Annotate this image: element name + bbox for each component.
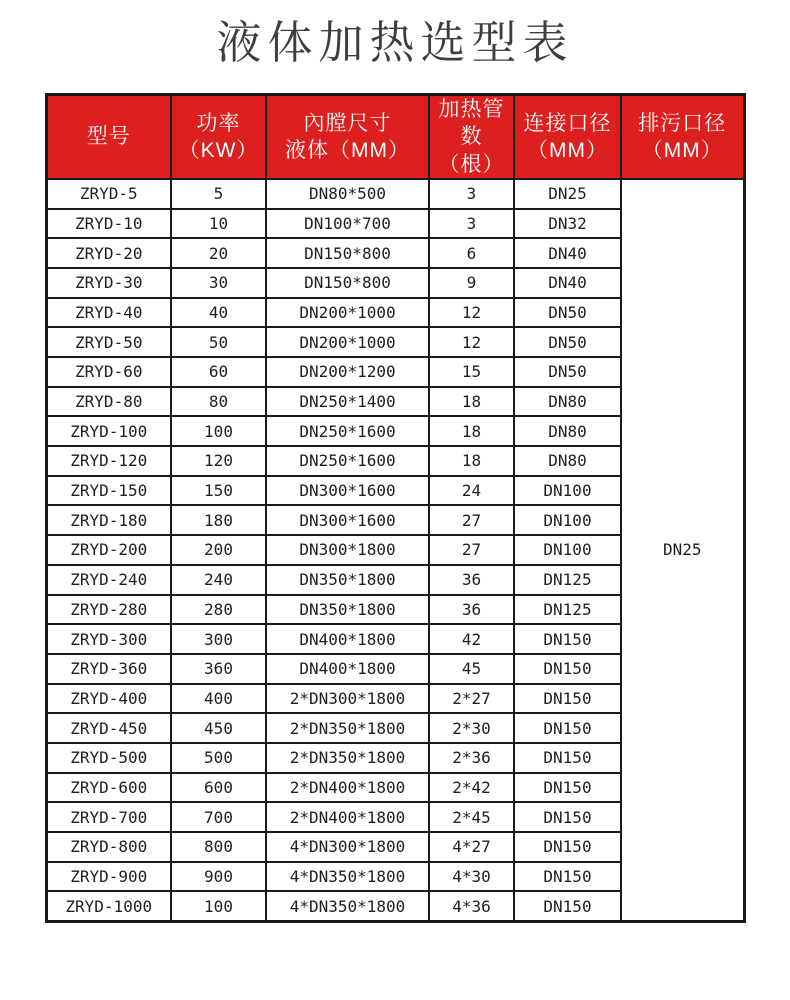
table-cell-conn: DN150: [514, 624, 621, 654]
table-cell-size: DN300*1800: [266, 535, 429, 565]
table-cell-conn: DN125: [514, 565, 621, 595]
table-cell-model: ZRYD-1000: [46, 891, 171, 921]
drain-merged-cell: DN25: [621, 179, 744, 922]
table-row: [46, 179, 744, 209]
table-cell-size: DN200*1000: [266, 298, 429, 328]
table-cell-power: 360: [171, 654, 266, 684]
column-header-model: [46, 95, 171, 179]
table-cell-power: 300: [171, 624, 266, 654]
table-cell-conn: DN150: [514, 743, 621, 773]
table-cell-model: ZRYD-600: [46, 773, 171, 803]
table-cell-tubes: 4*30: [429, 862, 514, 892]
table-cell-model: ZRYD-60: [46, 357, 171, 387]
table-cell-size: DN350*1800: [266, 595, 429, 625]
table-cell-power: 700: [171, 802, 266, 832]
table-cell-power: 800: [171, 832, 266, 862]
table-cell-model: ZRYD-80: [46, 387, 171, 417]
table-cell-power: 900: [171, 862, 266, 892]
table-cell-size: 2*DN350*1800: [266, 713, 429, 743]
table-cell-tubes: 2*45: [429, 802, 514, 832]
column-header-drain-diameter: 排污口径 （MM）: [621, 95, 744, 179]
table-cell-conn: DN125: [514, 595, 621, 625]
column-header-connection-diameter: 连接口径 （MM）: [514, 95, 621, 179]
table-cell-model: ZRYD-400: [46, 684, 171, 714]
table-cell-tubes: 36: [429, 565, 514, 595]
column-header-tube-count: 加热管数 （根）: [429, 95, 514, 179]
table-cell-tubes: 27: [429, 505, 514, 535]
table-cell-conn: DN50: [514, 298, 621, 328]
table-cell-conn: DN150: [514, 654, 621, 684]
table-cell-model: ZRYD-360: [46, 654, 171, 684]
table-cell-size: DN150*800: [266, 238, 429, 268]
table-cell-tubes: 3: [429, 179, 514, 209]
table-cell-model: ZRYD-150: [46, 476, 171, 506]
table-cell-size: DN150*800: [266, 268, 429, 298]
table-cell-power: 400: [171, 684, 266, 714]
column-header-label: 功率: [196, 111, 241, 135]
table-cell-tubes: 6: [429, 238, 514, 268]
table-cell-tubes: 3: [429, 209, 514, 239]
table-cell-power: 280: [171, 595, 266, 625]
table-cell-tubes: 15: [429, 357, 514, 387]
table-body: [46, 179, 744, 922]
column-header-label: 排污口径: [638, 111, 727, 135]
table-cell-tubes: 4*27: [429, 832, 514, 862]
table-cell-model: ZRYD-800: [46, 832, 171, 862]
table-cell-tubes: 18: [429, 446, 514, 476]
table-cell-tubes: 2*36: [429, 743, 514, 773]
column-header-chamber-size: 內膛尺寸 液体（MM）: [266, 95, 429, 179]
table-cell-tubes: 2*42: [429, 773, 514, 803]
table-cell-conn: DN32: [514, 209, 621, 239]
table-cell-model: ZRYD-500: [46, 743, 171, 773]
table-cell-size: DN100*700: [266, 209, 429, 239]
table-cell-size: 2*DN400*1800: [266, 802, 429, 832]
table-cell-power: 450: [171, 713, 266, 743]
table-cell-conn: DN50: [514, 357, 621, 387]
table-cell-conn: DN80: [514, 416, 621, 446]
table-cell-tubes: 18: [429, 416, 514, 446]
table-cell-power: 180: [171, 505, 266, 535]
table-cell-model: ZRYD-180: [46, 505, 171, 535]
table-cell-power: 20: [171, 238, 266, 268]
table-cell-power: 120: [171, 446, 266, 476]
table-cell-power: 500: [171, 743, 266, 773]
table-cell-size: 2*DN400*1800: [266, 773, 429, 803]
table-cell-power: 80: [171, 387, 266, 417]
table-cell-size: 4*DN350*1800: [266, 862, 429, 892]
table-cell-conn: DN150: [514, 684, 621, 714]
table-cell-tubes: 9: [429, 268, 514, 298]
table-header: [46, 95, 744, 179]
table-cell-conn: DN150: [514, 713, 621, 743]
table-cell-tubes: 24: [429, 476, 514, 506]
table-cell-conn: DN150: [514, 802, 621, 832]
table-cell-size: DN400*1800: [266, 624, 429, 654]
table-cell-power: 5: [171, 179, 266, 209]
table-cell-tubes: 4*36: [429, 891, 514, 921]
table-cell-size: DN200*1000: [266, 327, 429, 357]
table-cell-size: DN350*1800: [266, 565, 429, 595]
table-cell-size: DN300*1600: [266, 476, 429, 506]
table-cell-tubes: 45: [429, 654, 514, 684]
table-cell-model: ZRYD-900: [46, 862, 171, 892]
table-cell-conn: DN80: [514, 387, 621, 417]
table-cell-tubes: 12: [429, 298, 514, 328]
table-cell-model: ZRYD-280: [46, 595, 171, 625]
table-cell-conn: DN150: [514, 891, 621, 921]
table-cell-conn: DN100: [514, 505, 621, 535]
header-row: [46, 95, 744, 179]
table-cell-model: ZRYD-5: [46, 179, 171, 209]
table-cell-model: ZRYD-20: [46, 238, 171, 268]
table-cell-model: ZRYD-30: [46, 268, 171, 298]
table-cell-model: ZRYD-10: [46, 209, 171, 239]
table-cell-power: 100: [171, 891, 266, 921]
table-cell-size: DN400*1800: [266, 654, 429, 684]
table-cell-tubes: 2*27: [429, 684, 514, 714]
table-cell-conn: DN100: [514, 535, 621, 565]
selection-table: [45, 93, 746, 923]
table-cell-power: 10: [171, 209, 266, 239]
column-header-label: 型号: [86, 125, 131, 149]
table-cell-power: 50: [171, 327, 266, 357]
table-cell-size: 2*DN300*1800: [266, 684, 429, 714]
column-header-power: 功率 （KW）: [171, 95, 266, 179]
table-cell-tubes: 18: [429, 387, 514, 417]
table-cell-size: DN200*1200: [266, 357, 429, 387]
table-cell-tubes: 12: [429, 327, 514, 357]
table-cell-model: ZRYD-240: [46, 565, 171, 595]
table-cell-size: DN300*1600: [266, 505, 429, 535]
table-cell-model: ZRYD-300: [46, 624, 171, 654]
table-cell-conn: DN50: [514, 327, 621, 357]
table-cell-model: ZRYD-200: [46, 535, 171, 565]
table-cell-size: DN250*1600: [266, 416, 429, 446]
table-cell-tubes: 36: [429, 595, 514, 625]
table-cell-size: 4*DN350*1800: [266, 891, 429, 921]
table-cell-power: 40: [171, 298, 266, 328]
table-cell-conn: DN150: [514, 773, 621, 803]
table-cell-tubes: 2*30: [429, 713, 514, 743]
table-cell-conn: DN40: [514, 268, 621, 298]
table-cell-tubes: 42: [429, 624, 514, 654]
table-cell-power: 600: [171, 773, 266, 803]
table-cell-conn: DN150: [514, 862, 621, 892]
table-cell-model: ZRYD-450: [46, 713, 171, 743]
table-cell-conn: DN150: [514, 832, 621, 862]
table-cell-model: ZRYD-120: [46, 446, 171, 476]
table-cell-conn: DN40: [514, 238, 621, 268]
page-title: 液体加热选型表: [216, 17, 574, 68]
column-header-label: 连接口径: [523, 111, 612, 135]
table-cell-power: 60: [171, 357, 266, 387]
table-cell-size: DN250*1600: [266, 446, 429, 476]
table-cell-size: 2*DN350*1800: [266, 743, 429, 773]
table-cell-conn: DN80: [514, 446, 621, 476]
column-header-label: 內膛尺寸: [303, 111, 392, 135]
table-cell-power: 200: [171, 535, 266, 565]
table-cell-size: DN80*500: [266, 179, 429, 209]
table-cell-conn: DN25: [514, 179, 621, 209]
table-cell-power: 150: [171, 476, 266, 506]
column-header-label: 加热管数: [438, 98, 505, 149]
table-cell-power: 30: [171, 268, 266, 298]
table-cell-conn: DN100: [514, 476, 621, 506]
table-cell-tubes: 27: [429, 535, 514, 565]
table-cell-power: 100: [171, 416, 266, 446]
table-cell-power: 240: [171, 565, 266, 595]
table-cell-model: ZRYD-700: [46, 802, 171, 832]
table-cell-model: ZRYD-40: [46, 298, 171, 328]
table-cell-size: 4*DN300*1800: [266, 832, 429, 862]
table-cell-size: DN250*1400: [266, 387, 429, 417]
table-cell-model: ZRYD-50: [46, 327, 171, 357]
table-cell-model: ZRYD-100: [46, 416, 171, 446]
